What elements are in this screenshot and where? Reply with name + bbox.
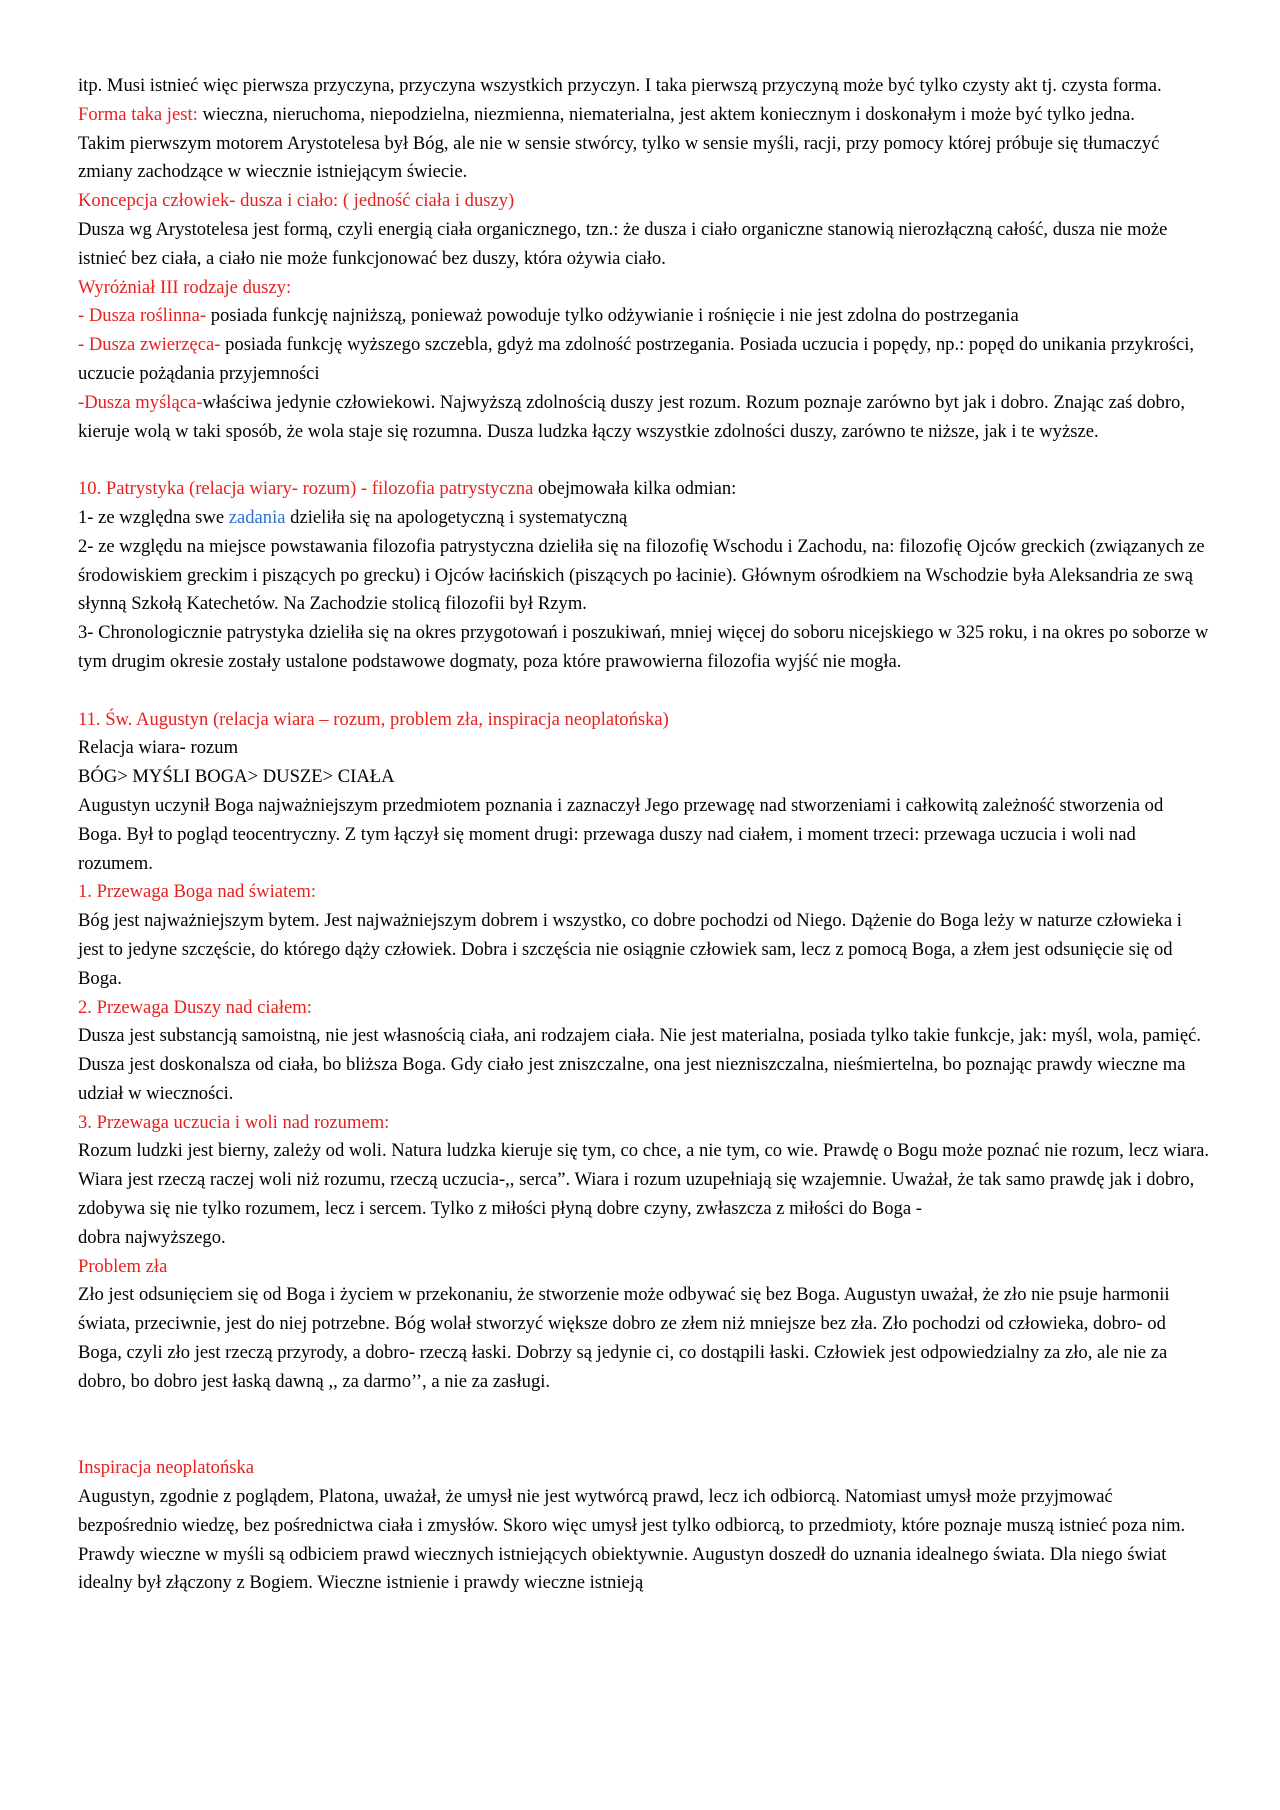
dusza-zwierzeca-label: - Dusza zwierzęca- <box>78 334 221 356</box>
heading-problem-zla: Problem zła <box>78 1255 168 1277</box>
subheading-hierarchia: BÓG> MYŚLI BOGA> DUSZE> CIAŁA <box>78 766 395 788</box>
list-item-dusza-myslaca <box>78 389 1210 447</box>
paragraph-koncepcja: Dusza wg Arystotelesa jest formą, czyli energią ciała organicznego, tzn.: że dusza i ciało organiczne stanowią nierozłączną całość, dusza nie może istnieć bez ciała, a ciało nie może funkcjonować bez duszy, która ożywia ciało. <box>78 218 1168 269</box>
spacer <box>78 1397 1210 1455</box>
subheading-relacja: Relacja wiara- rozum <box>78 737 239 759</box>
paragraph-forma <box>78 101 1210 130</box>
patrystyka-point-1-text: 1- ze względna swe <box>78 506 229 528</box>
paragraph-motor: Takim pierwszym motorem Arystotelesa był Bóg, ale nie w sensie stwórcy, tylko w sensie myśli, racji, przy pomocy której próbuje się tłumaczyć zmiany zachodzące w wiecznie istniejącym świecie. <box>78 132 1160 183</box>
list-item-dusza-zwierzeca <box>78 331 1210 389</box>
patrystyka-point-1-rest: dzieliła się na apologetyczną i systematyczną <box>285 506 628 528</box>
forma-text: wieczna, nieruchoma, niepodzielna, niezmienna, niematerialna, jest aktem koniecznym i doskonałym i może być tylko jedna. <box>197 103 1135 125</box>
paragraph-problem-zla: Zło jest odsunięciem się od Boga i życiem w przekonaniu, że stworzenie może odbywać się bez Boga. Augustyn uważał, że zło nie psuje harmonii świata, przeciwnie, jest do niej potrzebne. Bóg wolał stworzyć większe dobro ze złem niż mniejsze bez zła. Zło pochodzi od człowieka, dobro- od Boga, czyli zło jest rzeczą przyrody, a dobro- rzeczą łaski. Dobrzy są jedynie ci, co dostąpili łaski. Człowiek jest odpowiedzialny za zło, ale nie za dobro, bo dobro jest łaską dawną ,, za darmo’’, a nie za zasługi. <box>78 1284 1170 1392</box>
dusza-zwierzeca-text: posiada funkcję wyższego szczebla, gdyż ma zdolność postrzegania. Posiada uczucia i popędy, np.: popęd do unikania przykrości, uczucie pożądania przyjemności <box>78 334 1195 384</box>
spacer <box>78 677 1210 706</box>
paragraph-przewaga-boga: Bóg jest najważniejszym bytem. Jest najważniejszym dobrem i wszystko, co dobre pochodzi od Niego. Dążenie do Boga leży w naturze człowieka i jest to jedyne szczęście, do którego dąży człowiek. Dobra i szczęścia nie osiągnie człowiek sam, lecz z pomocą Boga, a złem jest odsunięcie się od Boga. <box>78 910 1182 989</box>
dusza-roslinna-label: - Dusza roślinna- <box>78 305 207 327</box>
heading-przewaga-duszy: 2. Przewaga Duszy nad ciałem: <box>78 996 312 1018</box>
patrystyka-title-rest: obejmowała kilka odmian: <box>533 478 737 500</box>
zadania-link[interactable]: zadania <box>228 506 286 528</box>
paragraph-augustyn-intro: Augustyn uczynił Boga najważniejszym przedmiotem poznania i zaznaczył Jego przewagę nad stworzeniami i całkowitą zależność stworzenia od Boga. Był to pogląd teocentryczny. Z tym łączył się moment drugi: przewaga duszy nad ciałem, i moment trzeci: przewaga uczucia i woli nad rozumem. <box>78 794 1164 874</box>
patrystyka-point-1 <box>78 504 1210 533</box>
heading-przewaga-boga: 1. Przewaga Boga nad światem: <box>78 881 317 903</box>
paragraph-przewaga-duszy: Dusza jest substancją samoistną, nie jest własnością ciała, ani rodzajem ciała. Nie jest materialna, posiada tylko takie funkcje, jak: myśl, wola, pamięć. Dusza jest doskonalsza od ciała, bo bliższa Boga. Gdy ciało jest zniszczalne, ona jest niezniszczalna, nieśmiertelna, bo poznając prawdy wieczne ma udział w wieczności. <box>78 1025 1202 1104</box>
spacer <box>78 446 1210 475</box>
patrystyka-title: 10. Patrystyka (relacja wiary- rozum) - filozofia patrystyczna <box>78 478 534 500</box>
forma-label: Forma taka jest: <box>78 103 198 125</box>
list-item-dusza-roslinna <box>78 302 1210 331</box>
patrystyka-point-3: 3- Chronologicznie patrystyka dzieliła się na okres przygotowań i poszukiwań, mniej więcej do soboru nicejskiego w 325 roku, i na okres po soborze w tym drugim okresie zostały ustalone podstawowe dogmaty, poza które prawowierna filozofia wyjść nie mogła. <box>78 622 1209 672</box>
heading-patrystyka <box>78 475 1210 504</box>
heading-przewaga-uczucia: 3. Przewaga uczucia i woli nad rozumem: <box>78 1111 390 1133</box>
heading-rodzaje-duszy: Wyróżniał III rodzaje duszy: <box>78 276 292 298</box>
paragraph-intro: itp. Musi istnieć więc pierwsza przyczyna, przyczyna wszystkich przyczyn. I taka pierwszą przyczyną może być tylko czysty akt tj. czysta forma. <box>78 75 1162 96</box>
paragraph-przewaga-uczucia-tail: dobra najwyższego. <box>78 1226 226 1248</box>
dusza-myslaca-text: właściwa jedynie człowiekowi. Najwyższą zdolnością duszy jest rozum. Rozum poznaje zarówno byt jak i dobro. Znając zaś dobro, kieruje wolą w taki sposób, że wola staje się rozumna. Dusza ludzka łączy wszystkie zdolności duszy, zarówno te niższe, jak i te wyższe. <box>78 391 1185 442</box>
heading-inspiracja: Inspiracja neoplatońska <box>78 1457 255 1479</box>
dusza-myslaca-label: -Dusza myśląca- <box>78 391 203 413</box>
heading-augustyn: 11. Św. Augustyn (relacja wiara – rozum, problem zła, inspiracja neoplatońska) <box>78 708 669 730</box>
heading-koncepcja: Koncepcja człowiek- dusza i ciało: ( jedność ciała i duszy) <box>78 190 515 212</box>
paragraph-inspiracja: Augustyn, zgodnie z poglądem, Platona, uważał, że umysł nie jest wytwórcą prawd, lecz ich odbiorcą. Natomiast umysł może przyjmować bezpośrednio wiedzę, bez pośrednictwa ciała i zmysłów. Skoro więc umysł jest tylko odbiorcą, to przedmioty, które poznaje muszą istnieć poza nim. Prawdy wieczne w myśli są odbiciem prawd wiecznych istniejących obiektywnie. Augustyn doszedł do uznania idealnego świata. Dla niego świat idealny był złączony z Bogiem. Wieczne istnienie i prawdy wieczne istnieją <box>78 1486 1186 1594</box>
dusza-roslinna-text: posiada funkcję najniższą, ponieważ powoduje tylko odżywianie i rośnięcie i nie jest zdolna do postrzegania <box>206 305 1019 327</box>
paragraph-przewaga-uczucia: Rozum ludzki jest bierny, zależy od woli. Natura ludzka kieruje się tym, co chce, a nie tym, co wie. Prawdę o Bogu może poznać nie rozum, lecz wiara. Wiara jest rzeczą raczej woli niż rozumu, rzeczą uczucia-,, serca”. Wiara i rozum uzupełniają się wzajemnie. Uważał, że tak samo prawdę jak i dobro, zdobywa się nie tylko rozumem, lecz i sercem. Tylko z miłości płyną dobre czyny, zwłaszcza z miłości do Boga - <box>78 1140 1210 1220</box>
patrystyka-point-2: 2- ze względu na miejsce powstawania filozofia patrystyczna dzieliła się na filozofię Wschodu i Zachodu, na: filozofię Ojców greckich (związanych ze środowiskiem greckim i piszących po grecku) i Ojców łacińskich (piszących po łacinie). Głównym ośrodkiem na Wschodzie była Aleksandria ze swą słynną Szkołą Katechetów. Na Zachodzie stolicą filozofii był Rzym. <box>78 535 1205 615</box>
